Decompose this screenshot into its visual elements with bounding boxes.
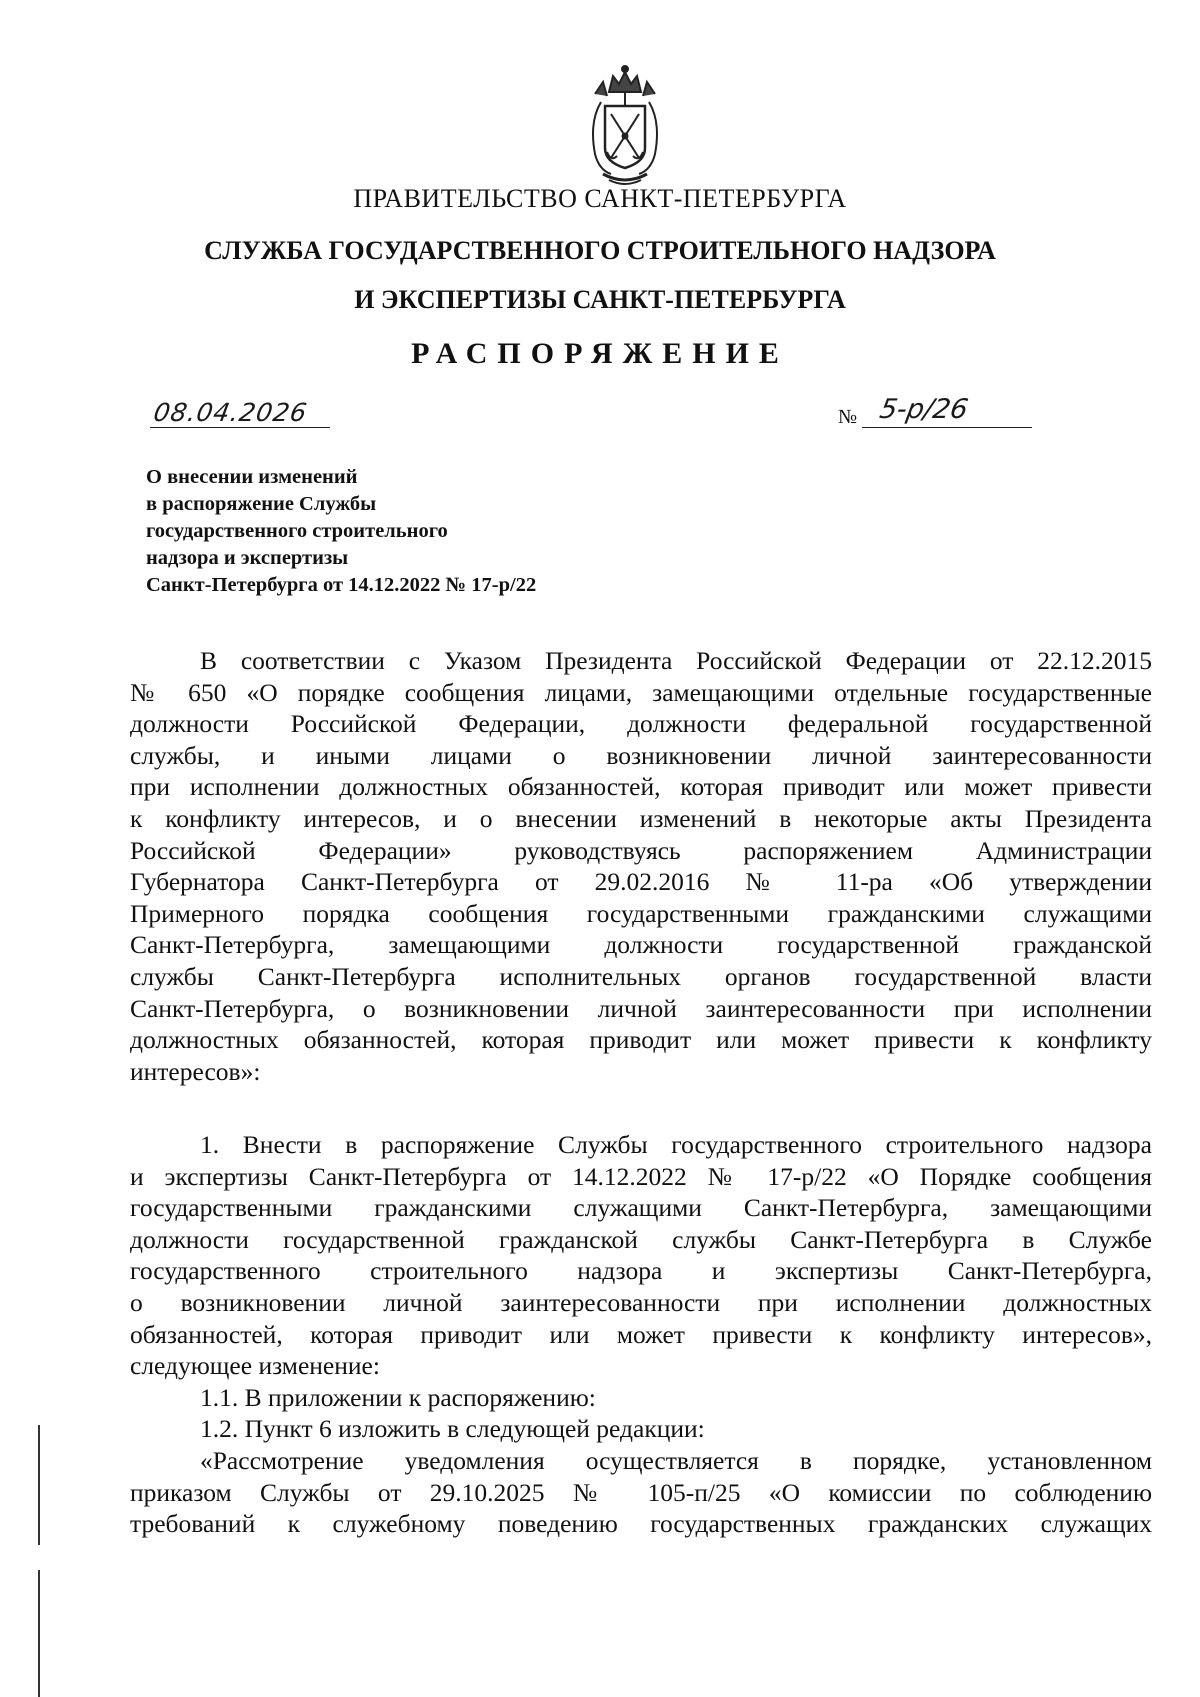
clause-1-2: 1.2. Пункт 6 изложить в следующей редакции: bbox=[200, 1414, 705, 1444]
quoted-text-line: «Рассмотрение уведомления осуществляется в порядке, установленном bbox=[200, 1445, 1152, 1475]
subject-line: в распоряжение Службы bbox=[146, 493, 377, 515]
body-line: № 650 «О порядке сообщения лицами, замещающими отдельные государственные bbox=[130, 677, 1152, 707]
preamble-paragraph bbox=[130, 645, 1152, 1087]
clauses-section bbox=[130, 1129, 1152, 1540]
clause-1-line: обязанностей, которая приводит или может привести к конфликту интересов», bbox=[130, 1319, 1152, 1349]
clause-1-line: следующее изменение: bbox=[130, 1351, 380, 1381]
clause-1-1: 1.1. В приложении к распоряжению: bbox=[200, 1382, 596, 1412]
body-line: к конфликту интересов, и о внесении изменений в некоторые акты Президента bbox=[130, 803, 1152, 833]
body-line: должностных обязанностей, которая приводит или может привести к конфликту bbox=[130, 1025, 1152, 1055]
handwritten-document-number: 5-р/26 bbox=[877, 394, 971, 425]
body-line: должности Российской Федерации, должности федеральной государственной bbox=[130, 709, 1152, 739]
body-line: Российской Федерации» руководствуясь распоряжением Администрации bbox=[130, 835, 1152, 865]
body-line: Губернатора Санкт-Петербурга от 29.02.2016 № 11-ра «Об утверждении bbox=[130, 867, 1152, 897]
number-label: № bbox=[838, 406, 858, 428]
margin-change-bar bbox=[38, 1570, 40, 1697]
date-underline bbox=[150, 427, 330, 428]
clause-1-line: государственными гражданскими служащими Санкт-Петербурга, замещающими bbox=[130, 1193, 1152, 1223]
subject-line: О внесении изменений bbox=[146, 466, 358, 488]
clause-1-line: государственного строительного надзора и экспертизы Санкт-Петербурга, bbox=[130, 1256, 1152, 1286]
body-line: службы, и иными лицами о возникновении личной заинтересованности bbox=[130, 740, 1152, 770]
service-title-line-2: И ЭКСПЕРТИЗЫ САНКТ-ПЕТЕРБУРГА bbox=[354, 285, 846, 314]
body-line: Примерного порядка сообщения государственными гражданскими служащими bbox=[130, 898, 1152, 928]
clause-1-line: должности государственной гражданской службы Санкт-Петербурга в Службе bbox=[130, 1224, 1152, 1254]
document-type: РАСПОРЯЖЕНИЕ bbox=[411, 337, 789, 370]
subject-line: государственного строительного bbox=[146, 520, 448, 542]
body-line: интересов»: bbox=[130, 1056, 261, 1086]
body-line: при исполнении должностных обязанностей, которая приводит или может привести bbox=[130, 772, 1152, 802]
handwritten-date: 08.04.2026 bbox=[151, 398, 310, 427]
government-title: ПРАВИТЕЛЬСТВО САНКТ-ПЕТЕРБУРГА bbox=[353, 184, 847, 213]
subject-line: Санкт-Петербурга от 14.12.2022 № 17-р/22 bbox=[146, 574, 537, 596]
clause-1-line: о возникновении личной заинтересованности при исполнении должностных bbox=[130, 1287, 1152, 1317]
document-subject bbox=[146, 464, 536, 599]
coat-of-arms-emblem bbox=[581, 62, 669, 190]
clause-1-line: и экспертизы Санкт-Петербурга от 14.12.2022 № 17-р/22 «О Порядке сообщения bbox=[130, 1161, 1152, 1191]
subject-line: надзора и экспертизы bbox=[146, 547, 349, 569]
body-line: В соответствии с Указом Президента Российской Федерации от 22.12.2015 bbox=[200, 646, 1152, 675]
clause-1-line: 1. Внести в распоряжение Службы государственного строительного надзора bbox=[200, 1130, 1152, 1159]
body-line: Санкт-Петербурга, о возникновении личной заинтересованности при исполнении bbox=[130, 993, 1152, 1023]
quoted-text-line: приказом Службы от 29.10.2025 № 105-п/25 «О комиссии по соблюдению bbox=[130, 1477, 1152, 1507]
service-title-line-1: СЛУЖБА ГОСУДАРСТВЕННОГО СТРОИТЕЛЬНОГО НАДЗОРА bbox=[204, 236, 996, 265]
body-line: Санкт-Петербурга, замещающими должности государственной гражданской bbox=[130, 930, 1152, 960]
body-line: службы Санкт-Петербурга исполнительных органов государственной власти bbox=[130, 961, 1152, 991]
number-underline bbox=[862, 427, 1032, 428]
margin-change-bar bbox=[38, 1425, 40, 1545]
quoted-text-line: требований к служебному поведению государственных гражданских служащих bbox=[130, 1509, 1152, 1539]
